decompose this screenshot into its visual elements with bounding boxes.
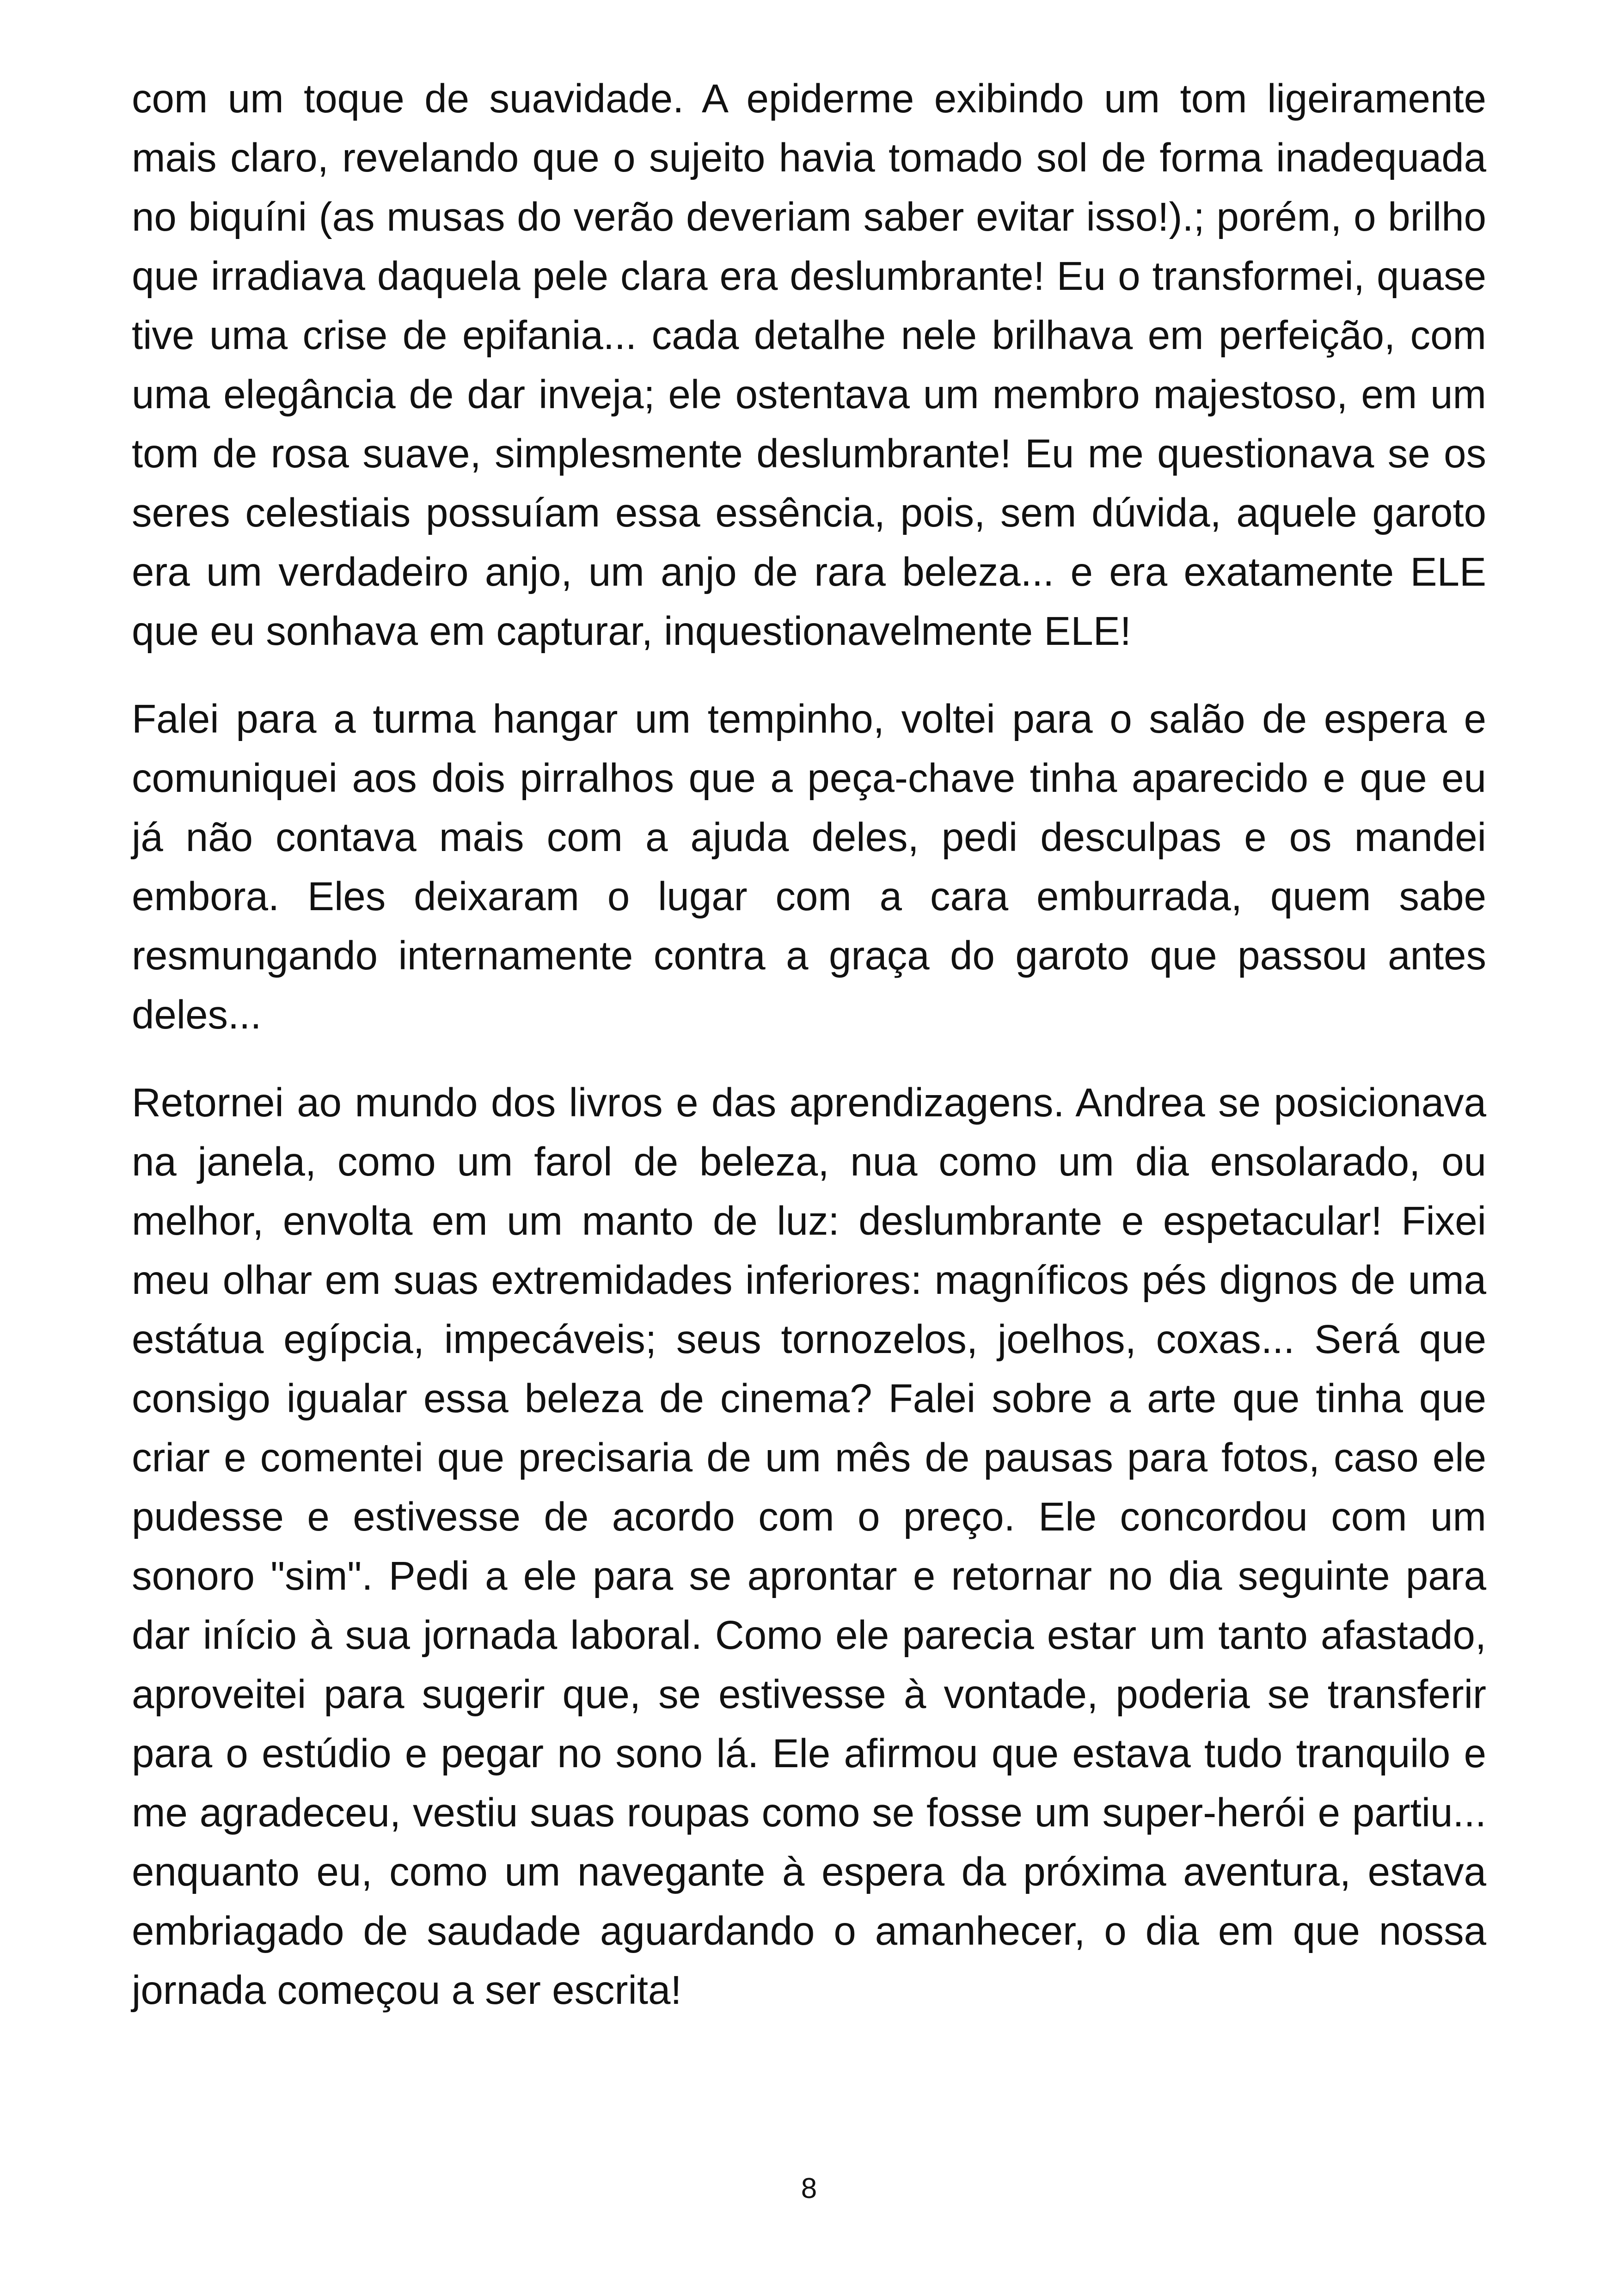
paragraph-1: com um toque de suavidade. A epiderme exibindo um tom ligeiramente mais claro, revelando que o sujeito havia tomado sol de forma inadequada no biquíni (as musas do verão deveriam saber evitar isso!).; porém, o brilho que irradiava daquela pele clara era deslumbrante! Eu o transformei, quase tive uma crise de epifania... cada detalhe nele brilhava em perfeição, com uma elegância de dar inveja; ele ostentava um membro majestoso, em um tom de rosa suave, simplesmente deslumbrante! Eu me questionava se os seres celestiais possuíam essa essência, pois, sem dúvida, aquele garoto era um verdadeiro anjo, um anjo de rara beleza... e era exatamente ELE que eu sonhava em capturar, inquestionavelmente ELE! <box>132 76 1486 654</box>
body-text <box>132 69 1486 2020</box>
page-number: 8 <box>801 2173 817 2204</box>
paragraph-2: Falei para a turma hangar um tempinho, voltei para o salão de espera e comuniquei aos dois pirralhos que a peça-chave tinha aparecido e que eu já não contava mais com a ajuda deles, pedi desculpas e os mandei embora. Eles deixaram o lugar com a cara emburrada, quem sabe resmungando internamente contra a graça do garoto que passou antes deles... <box>132 697 1486 1037</box>
paragraph-3: Retornei ao mundo dos livros e das aprendizagens. Andrea se posicionava na janela, como um farol de beleza, nua como um dia ensolarado, ou melhor, envolta em um manto de luz: deslumbrante e espetacular! Fixei meu olhar em suas extremidades inferiores: magníficos pés dignos de uma estátua egípcia, impecáveis; seus tornozelos, joelhos, coxas... Será que consigo igualar essa beleza de cinema? Falei sobre a arte que tinha que criar e comentei que precisaria de um mês de pausas para fotos, caso ele pudesse e estivesse de acordo com o preço. Ele concordou com um sonoro "sim". Pedi a ele para se aprontar e retornar no dia seguinte para dar início à sua jornada laboral. Como ele parecia estar um tanto afastado, aproveitei para sugerir que, se estivesse à vontade, poderia se transferir para o estúdio e pegar no sono lá. Ele afirmou que estava tudo tranquilo e me agradeceu, vestiu suas roupas como se fosse um super-herói e partiu... enquanto eu, como um navegante à espera da próxima aventura, estava embriagado de saudade aguardando o amanhecer, o dia em que nossa jornada começou a ser escrita! <box>132 1080 1486 2013</box>
